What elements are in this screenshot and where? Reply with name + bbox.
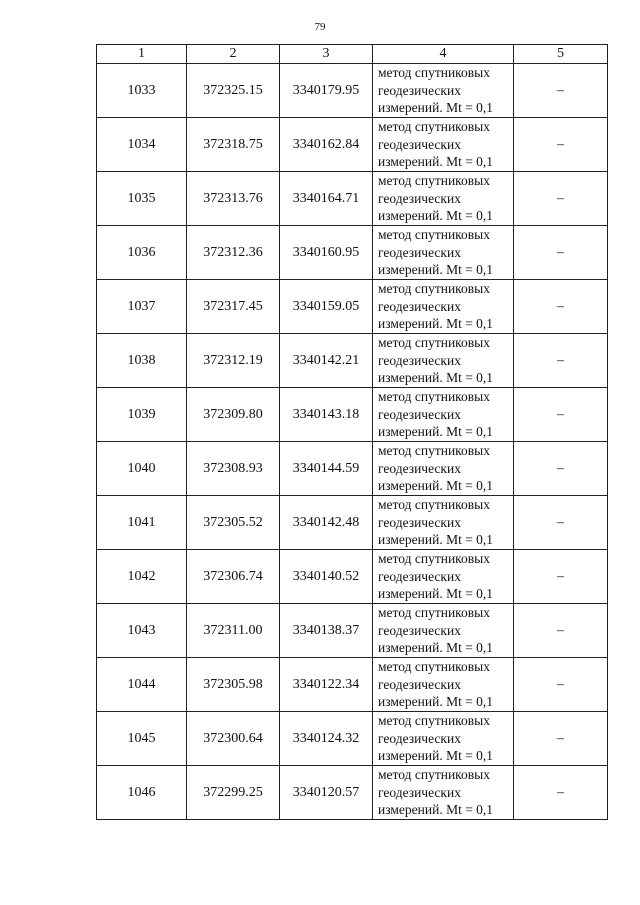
y-coordinate-cell: 3340122.34 (280, 658, 373, 712)
method-line: метод спутниковых (378, 713, 490, 728)
x-coordinate-cell: 372311.00 (187, 604, 280, 658)
method-line: геодезических (378, 244, 461, 260)
point-id-cell: 1038 (97, 334, 187, 388)
note-cell: – (514, 64, 608, 118)
method-line: измерений. Mt = 0,1 (378, 748, 494, 763)
table-row (97, 334, 608, 388)
x-coordinate-cell: 372306.74 (187, 550, 280, 604)
note-cell: – (514, 172, 608, 226)
method-cell (373, 550, 514, 604)
note-cell: – (514, 388, 608, 442)
point-id-cell: 1046 (97, 766, 187, 820)
x-coordinate-cell: 372312.19 (187, 334, 280, 388)
table-row (97, 766, 608, 820)
x-coordinate-cell: 372312.36 (187, 226, 280, 280)
point-id-cell: 1044 (97, 658, 187, 712)
method-line: метод спутниковых (378, 65, 490, 80)
point-id-cell: 1033 (97, 64, 187, 118)
y-coordinate-cell: 3340159.05 (280, 280, 373, 334)
method-line: измерений. Mt = 0,1 (378, 478, 494, 493)
method-line: геодезических (378, 568, 461, 584)
table-row (97, 226, 608, 280)
header-col-4: 4 (373, 45, 514, 64)
header-col-1: 1 (97, 45, 187, 64)
x-coordinate-cell: 372305.52 (187, 496, 280, 550)
table-row (97, 280, 608, 334)
y-coordinate-cell: 3340142.21 (280, 334, 373, 388)
method-line: геодезических (378, 730, 461, 746)
note-cell: – (514, 550, 608, 604)
method-cell (373, 766, 514, 820)
method-line: геодезических (378, 352, 461, 368)
header-row (97, 45, 608, 64)
point-id-cell: 1042 (97, 550, 187, 604)
method-line: измерений. Mt = 0,1 (378, 802, 494, 817)
method-line: измерений. Mt = 0,1 (378, 694, 494, 709)
x-coordinate-cell: 372317.45 (187, 280, 280, 334)
table-body (97, 64, 608, 820)
table-row (97, 496, 608, 550)
x-coordinate-cell: 372313.76 (187, 172, 280, 226)
coordinates-table (96, 44, 608, 820)
method-line: метод спутниковых (378, 281, 490, 296)
method-line: метод спутниковых (378, 605, 490, 620)
x-coordinate-cell: 372309.80 (187, 388, 280, 442)
x-coordinate-cell: 372308.93 (187, 442, 280, 496)
x-coordinate-cell: 372318.75 (187, 118, 280, 172)
method-cell (373, 658, 514, 712)
method-line: измерений. Mt = 0,1 (378, 316, 494, 331)
method-line: геодезических (378, 298, 461, 314)
point-id-cell: 1037 (97, 280, 187, 334)
method-line: геодезических (378, 82, 461, 98)
y-coordinate-cell: 3340140.52 (280, 550, 373, 604)
y-coordinate-cell: 3340160.95 (280, 226, 373, 280)
method-line: метод спутниковых (378, 227, 490, 242)
method-line: метод спутниковых (378, 389, 490, 404)
method-cell (373, 64, 514, 118)
x-coordinate-cell: 372325.15 (187, 64, 280, 118)
method-line: метод спутниковых (378, 173, 490, 188)
y-coordinate-cell: 3340120.57 (280, 766, 373, 820)
table-row (97, 658, 608, 712)
method-line: метод спутниковых (378, 659, 490, 674)
method-line: метод спутниковых (378, 443, 490, 458)
method-line: метод спутниковых (378, 119, 490, 134)
note-cell: – (514, 226, 608, 280)
note-cell: – (514, 712, 608, 766)
method-line: геодезических (378, 406, 461, 422)
method-line: метод спутниковых (378, 767, 490, 782)
page-number: 79 (314, 21, 326, 33)
point-id-cell: 1035 (97, 172, 187, 226)
table-header (97, 45, 608, 64)
y-coordinate-cell: 3340144.59 (280, 442, 373, 496)
x-coordinate-cell: 372300.64 (187, 712, 280, 766)
method-cell (373, 280, 514, 334)
method-line: измерений. Mt = 0,1 (378, 424, 494, 439)
method-cell (373, 604, 514, 658)
y-coordinate-cell: 3340164.71 (280, 172, 373, 226)
method-line: геодезических (378, 136, 461, 152)
method-line: измерений. Mt = 0,1 (378, 154, 494, 169)
method-cell (373, 712, 514, 766)
method-line: геодезических (378, 622, 461, 638)
method-cell (373, 334, 514, 388)
y-coordinate-cell: 3340142.48 (280, 496, 373, 550)
x-coordinate-cell: 372299.25 (187, 766, 280, 820)
point-id-cell: 1041 (97, 496, 187, 550)
method-line: измерений. Mt = 0,1 (378, 208, 494, 223)
note-cell: – (514, 604, 608, 658)
method-cell (373, 442, 514, 496)
y-coordinate-cell: 3340143.18 (280, 388, 373, 442)
method-cell (373, 172, 514, 226)
table-row (97, 64, 608, 118)
x-coordinate-cell: 372305.98 (187, 658, 280, 712)
note-cell: – (514, 658, 608, 712)
method-line: измерений. Mt = 0,1 (378, 586, 494, 601)
header-col-3: 3 (280, 45, 373, 64)
table-row (97, 388, 608, 442)
method-line: измерений. Mt = 0,1 (378, 640, 494, 655)
point-id-cell: 1040 (97, 442, 187, 496)
method-line: геодезических (378, 460, 461, 476)
method-line: метод спутниковых (378, 497, 490, 512)
method-line: измерений. Mt = 0,1 (378, 262, 494, 277)
method-line: геодезических (378, 676, 461, 692)
method-line: измерений. Mt = 0,1 (378, 532, 494, 547)
header-col-5: 5 (514, 45, 608, 64)
header-col-2: 2 (187, 45, 280, 64)
method-line: метод спутниковых (378, 335, 490, 350)
table-row (97, 118, 608, 172)
method-line: геодезических (378, 784, 461, 800)
point-id-cell: 1034 (97, 118, 187, 172)
table-row (97, 172, 608, 226)
method-cell (373, 118, 514, 172)
table-row (97, 550, 608, 604)
y-coordinate-cell: 3340179.95 (280, 64, 373, 118)
y-coordinate-cell: 3340124.32 (280, 712, 373, 766)
note-cell: – (514, 334, 608, 388)
note-cell: – (514, 766, 608, 820)
method-line: метод спутниковых (378, 551, 490, 566)
method-cell (373, 226, 514, 280)
note-cell: – (514, 496, 608, 550)
point-id-cell: 1036 (97, 226, 187, 280)
method-cell (373, 388, 514, 442)
table-row (97, 442, 608, 496)
method-line: измерений. Mt = 0,1 (378, 370, 494, 385)
table-row (97, 712, 608, 766)
point-id-cell: 1045 (97, 712, 187, 766)
table-row (97, 604, 608, 658)
y-coordinate-cell: 3340162.84 (280, 118, 373, 172)
method-line: геодезических (378, 190, 461, 206)
method-cell (373, 496, 514, 550)
note-cell: – (514, 280, 608, 334)
note-cell: – (514, 118, 608, 172)
point-id-cell: 1039 (97, 388, 187, 442)
note-cell: – (514, 442, 608, 496)
method-line: измерений. Mt = 0,1 (378, 100, 494, 115)
y-coordinate-cell: 3340138.37 (280, 604, 373, 658)
method-line: геодезических (378, 514, 461, 530)
point-id-cell: 1043 (97, 604, 187, 658)
